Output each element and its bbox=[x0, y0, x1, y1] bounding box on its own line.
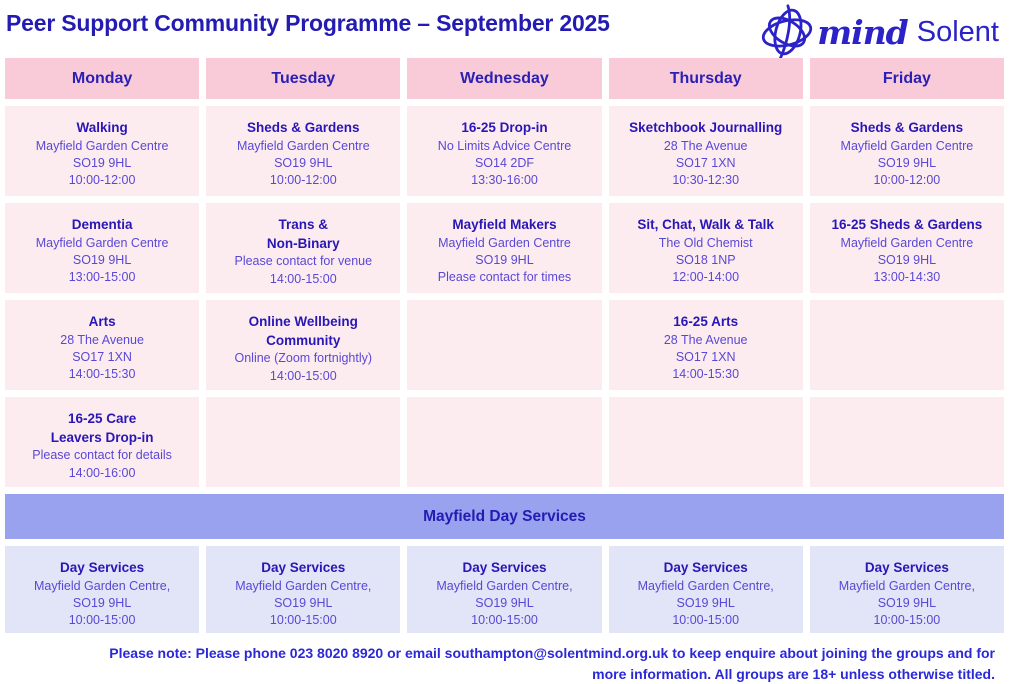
day-header-thursday: Thursday bbox=[609, 58, 803, 99]
event-detail: SO19 9HL bbox=[475, 252, 534, 267]
event-card bbox=[407, 106, 601, 196]
event-detail: Mayfield Garden Centre, bbox=[838, 578, 975, 593]
event-card bbox=[407, 203, 601, 293]
event-detail: Please contact for times bbox=[437, 270, 572, 285]
event-title: Mayfield Makers bbox=[452, 217, 557, 232]
footer-note bbox=[0, 643, 1009, 684]
event-detail: 28 The Avenue bbox=[60, 332, 144, 347]
empty-cell bbox=[407, 300, 601, 390]
event-detail: Online (Zoom fortnightly) bbox=[234, 351, 373, 366]
event-card bbox=[206, 106, 400, 196]
event-title: Day Services bbox=[261, 560, 346, 575]
event-detail: 10:00-15:00 bbox=[269, 613, 337, 628]
empty-cell bbox=[407, 397, 601, 487]
day-services-card bbox=[810, 546, 1004, 633]
event-title: Sit, Chat, Walk & Talk bbox=[637, 217, 774, 232]
event-title: Walking bbox=[76, 120, 128, 135]
day-header-tuesday: Tuesday bbox=[206, 58, 400, 99]
event-title: Arts bbox=[88, 314, 116, 329]
page-title: Peer Support Community Programme – September 2025 bbox=[6, 10, 610, 36]
event-detail: 14:00-15:30 bbox=[68, 367, 136, 382]
event-detail: 14:00-15:00 bbox=[269, 368, 337, 383]
event-title: Dementia bbox=[71, 217, 133, 232]
event-title: 16-25 Drop-in bbox=[461, 120, 548, 135]
event-title: Online Wellbeing Community bbox=[248, 314, 358, 348]
day-services-card bbox=[5, 546, 199, 633]
event-detail: SO19 9HL bbox=[274, 595, 333, 610]
event-detail: 10:00-12:00 bbox=[269, 173, 337, 188]
event-card bbox=[5, 203, 199, 293]
mind-squiggle-icon bbox=[759, 4, 815, 60]
event-card bbox=[609, 300, 803, 390]
event-detail: 14:00-15:30 bbox=[672, 367, 740, 382]
day-header-monday: Monday bbox=[5, 58, 199, 99]
event-detail: SO14 2DF bbox=[474, 155, 535, 170]
event-title: Day Services bbox=[60, 560, 145, 575]
calendar-grid bbox=[0, 58, 1009, 633]
empty-cell bbox=[810, 300, 1004, 390]
event-detail: 10:30-12:30 bbox=[672, 173, 740, 188]
event-detail: 13:30-16:00 bbox=[471, 173, 538, 188]
event-detail: SO18 1NP bbox=[675, 252, 736, 267]
event-detail: Mayfield Garden Centre bbox=[236, 138, 370, 153]
empty-cell bbox=[609, 397, 803, 487]
mind-solent-logo bbox=[759, 4, 1001, 60]
event-detail: Mayfield Garden Centre bbox=[438, 235, 571, 250]
day-header-friday: Friday bbox=[810, 58, 1004, 99]
event-detail: SO19 9HL bbox=[274, 155, 333, 170]
event-detail: 10:00-12:00 bbox=[68, 173, 136, 188]
event-detail: SO19 9HL bbox=[877, 252, 937, 267]
event-detail: SO19 9HL bbox=[877, 595, 937, 610]
empty-cell bbox=[206, 397, 400, 487]
event-title: Sheds & Gardens bbox=[247, 120, 360, 135]
event-card bbox=[609, 106, 803, 196]
event-detail: Mayfield Garden Centre bbox=[35, 235, 169, 250]
event-title: Sheds & Gardens bbox=[850, 120, 964, 135]
event-detail: SO17 1XN bbox=[72, 349, 132, 364]
day-services-card bbox=[206, 546, 400, 633]
event-detail: SO17 1XN bbox=[675, 155, 736, 170]
event-title: Day Services bbox=[864, 560, 949, 575]
event-detail: 13:00-14:30 bbox=[873, 270, 941, 285]
event-detail: SO19 9HL bbox=[475, 595, 534, 610]
event-card bbox=[5, 106, 199, 196]
event-title: 16-25 Care Leavers Drop-in bbox=[50, 411, 154, 445]
logo-solent-wordmark: Solent bbox=[916, 15, 999, 48]
event-title: Day Services bbox=[663, 560, 748, 575]
event-detail: 10:00-15:00 bbox=[873, 613, 941, 628]
event-detail: Mayfield Garden Centre, bbox=[436, 578, 573, 593]
event-detail: 12:00-14:00 bbox=[672, 270, 740, 285]
event-detail: Mayfield Garden Centre, bbox=[637, 578, 774, 593]
event-detail: Mayfield Garden Centre, bbox=[34, 578, 171, 593]
event-title: 16-25 Arts bbox=[673, 314, 739, 329]
event-title: Trans & Non-Binary bbox=[266, 217, 340, 251]
day-services-card bbox=[609, 546, 803, 633]
event-detail: 14:00-15:00 bbox=[269, 271, 337, 286]
event-card bbox=[5, 397, 199, 487]
event-detail: Mayfield Garden Centre bbox=[840, 138, 974, 153]
event-card bbox=[206, 203, 400, 293]
event-detail: Mayfield Garden Centre, bbox=[235, 578, 372, 593]
event-detail: Please contact for venue bbox=[234, 254, 373, 269]
event-detail: SO17 1XN bbox=[675, 349, 736, 364]
footer-line-1: Please note: Please phone 023 8020 8920 or email southampton@solentmind.org.uk to keep enquire about joining the groups and for bbox=[109, 645, 995, 661]
event-detail: No Limits Advice Centre bbox=[437, 138, 572, 153]
event-card bbox=[810, 203, 1004, 293]
event-detail: 28 The Avenue bbox=[663, 332, 748, 347]
event-detail: Please contact for details bbox=[32, 448, 172, 463]
event-title: Day Services bbox=[462, 560, 547, 575]
event-detail: SO19 9HL bbox=[72, 252, 132, 267]
event-detail: Mayfield Garden Centre bbox=[840, 235, 974, 250]
event-card bbox=[810, 106, 1004, 196]
logo-mind-wordmark: mind bbox=[817, 12, 908, 52]
page-header bbox=[0, 0, 1009, 58]
event-detail: The Old Chemist bbox=[658, 235, 753, 250]
event-detail: SO19 9HL bbox=[676, 595, 735, 610]
day-services-banner: Mayfield Day Services bbox=[5, 494, 1004, 539]
event-card bbox=[206, 300, 400, 390]
event-detail: Mayfield Garden Centre bbox=[35, 138, 169, 153]
event-detail: 28 The Avenue bbox=[663, 138, 748, 153]
event-title: 16-25 Sheds & Gardens bbox=[831, 217, 983, 232]
event-card bbox=[5, 300, 199, 390]
event-detail: SO19 9HL bbox=[72, 595, 132, 610]
event-detail: 10:00-15:00 bbox=[68, 613, 136, 628]
event-detail: 10:00-12:00 bbox=[873, 173, 941, 188]
event-detail: 10:00-15:00 bbox=[672, 613, 740, 628]
event-card bbox=[609, 203, 803, 293]
event-detail: 10:00-15:00 bbox=[471, 613, 538, 628]
event-detail: SO19 9HL bbox=[72, 155, 132, 170]
event-title: Sketchbook Journalling bbox=[629, 120, 783, 135]
day-services-card bbox=[407, 546, 601, 633]
day-header-wednesday: Wednesday bbox=[407, 58, 601, 99]
footer-line-2: more information. All groups are 18+ unless otherwise titled. bbox=[592, 666, 995, 682]
event-detail: SO19 9HL bbox=[877, 155, 937, 170]
empty-cell bbox=[810, 397, 1004, 487]
event-detail: 14:00-16:00 bbox=[68, 465, 136, 480]
event-detail: 13:00-15:00 bbox=[68, 270, 136, 285]
